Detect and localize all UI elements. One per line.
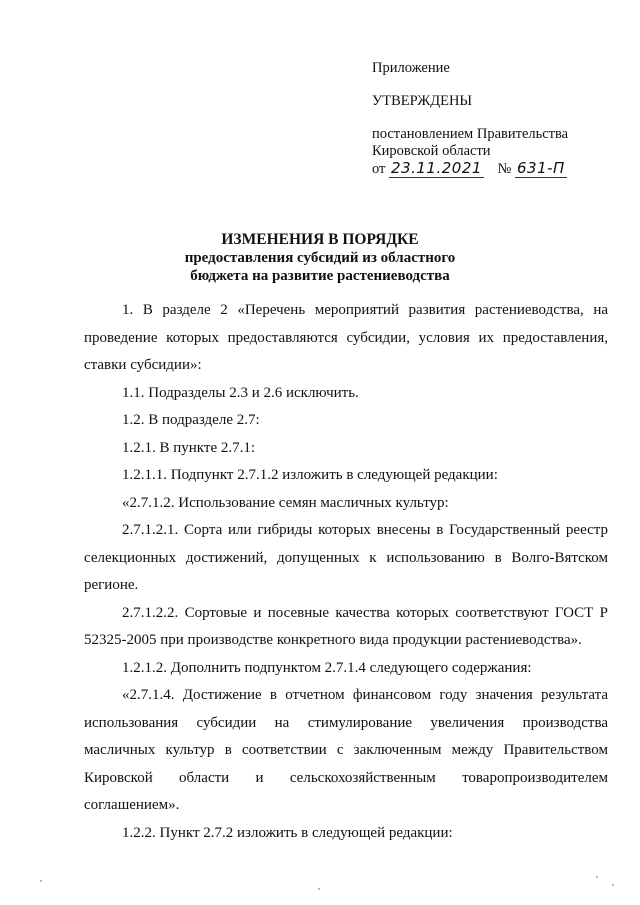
decree-line-2: Кировской области <box>372 143 491 159</box>
paragraph-5: 1.2.1.1. Подпункт 2.7.1.2 изложить в следующей редакции: <box>122 467 498 483</box>
document-body <box>84 297 608 847</box>
paragraph-1: 1. В разделе 2 «Перечень мероприятий развития растениеводства, на проведение которых предоставляются субсидии, условия их предоставления, ставки субсидии»: <box>84 302 608 373</box>
title-line-1: ИЗМЕНЕНИЯ В ПОРЯДКЕ <box>221 231 419 248</box>
decree-date-number <box>372 160 622 178</box>
approved-label: УТВЕРЖДЕНЫ <box>372 93 473 109</box>
number-prefix: № <box>497 161 512 177</box>
paragraph-10: «2.7.1.4. Достижение в отчетном финансовом году значения результата использования субсидии на стимулирование увеличения производства масличных культур в соответствии с заключенным между Правительством Кировской области и сельскохозяйственным товаропроизводителем соглашением». <box>84 687 608 813</box>
title-line-2: предоставления субсидий из областного <box>184 250 456 266</box>
from-prefix: от <box>372 161 386 177</box>
appendix-label: Приложение <box>372 60 450 76</box>
scan-speck <box>596 876 598 878</box>
paragraph-8: 2.7.1.2.2. Сортовые и посевные качества которых соответствуют ГОСТ Р 52325-2005 при производстве конкретного вида продукции растениеводства». <box>84 604 608 648</box>
document-title <box>0 231 640 285</box>
scan-speck <box>40 880 42 882</box>
paragraph-3: 1.2. В подразделе 2.7: <box>122 412 260 428</box>
scan-speck <box>612 884 614 886</box>
appendix-block <box>372 60 622 178</box>
paragraph-9: 1.2.1.2. Дополнить подпунктом 2.7.1.4 следующего содержания: <box>122 659 532 676</box>
paragraph-4: 1.2.1. В пункте 2.7.1: <box>122 439 256 456</box>
handwritten-number: 631-П <box>517 159 565 177</box>
handwritten-date: 23.11.2021 <box>391 159 482 177</box>
decree-line-1: постановлением Правительства <box>372 126 569 142</box>
paragraph-6: «2.7.1.2. Использование семян масличных культур: <box>122 494 449 511</box>
title-line-3: бюджета на развитие растениеводства <box>190 268 450 284</box>
paragraph-7: 2.7.1.2.1. Сорта или гибриды которых внесены в Государственный реестр селекционных достижений, допущенных к использованию в Волго-Вятском регионе. <box>84 522 608 593</box>
paragraph-11: 1.2.2. Пункт 2.7.2 изложить в следующей редакции: <box>122 824 453 841</box>
scan-speck <box>318 888 320 890</box>
paragraph-2: 1.1. Подразделы 2.3 и 2.6 исключить. <box>122 384 359 401</box>
